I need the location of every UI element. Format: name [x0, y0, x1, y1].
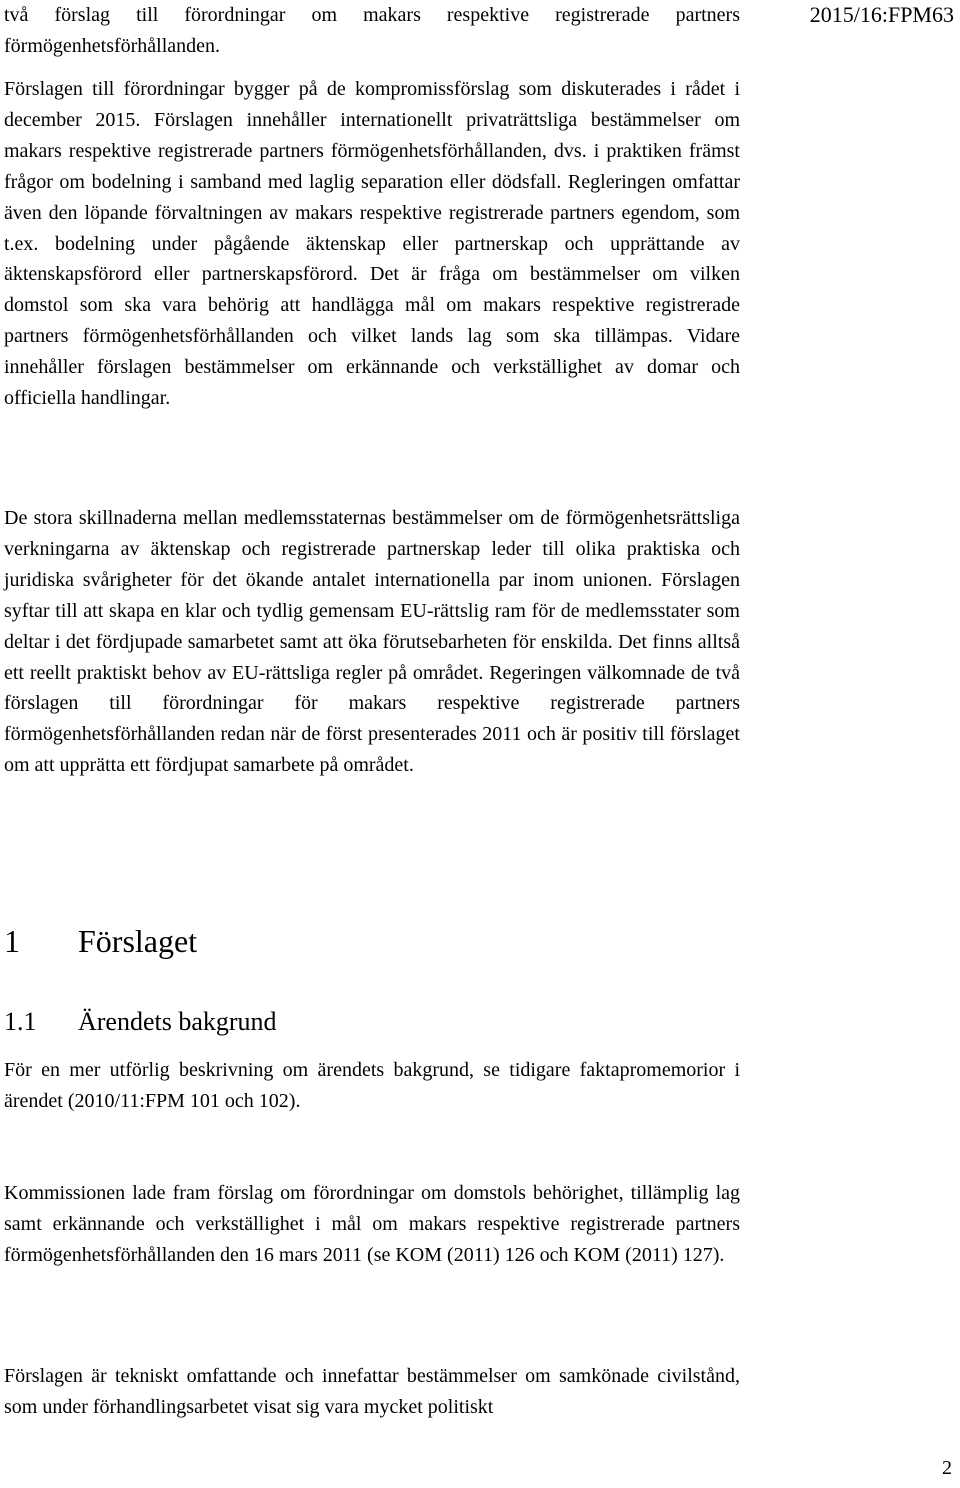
- paragraph: Kommissionen lade fram förslag om förordningar om domstols behörighet, tillämplig lag samt erkännande och verkställighet i mål om makars respektive registrerade partners förmögenhetsförhållanden den 16 mars 2011 (se KOM (2011) 126 och KOM (2011) 127).: [4, 1182, 740, 1266]
- section-heading-1: [4, 921, 740, 961]
- paragraph-technical: [4, 1361, 740, 1423]
- heading-number: 1: [4, 923, 20, 959]
- section-heading-1-1: [4, 1005, 740, 1039]
- paragraph-background: [4, 1055, 740, 1117]
- page-number: 2: [942, 1457, 952, 1479]
- paragraph-intro-continued: [4, 0, 740, 62]
- heading-title: Ärendets bakgrund: [78, 1007, 277, 1036]
- heading-level-1: [4, 921, 740, 961]
- paragraph-commission: [4, 1178, 740, 1271]
- paragraph: För en mer utförlig beskrivning om ärendets bakgrund, se tidigare faktapromemorior i ärendet (2010/11:FPM 101 och 102).: [4, 1059, 740, 1112]
- paragraph: Förslagen till förordningar bygger på de kompromissförslag som diskuterades i rådet i december 2015. Förslagen innehåller internationellt privaträttsliga bestämmelser om makars respektive registrerade partners förmögenhetsförhållanden, dvs. i praktiken främst frågor om bodelning i samband med laglig separation eller dödsfall. Regleringen omfattar även den löpande förvaltningen av makars respektive registrerade partners egendom, som t.ex. bodelning under pågående äktenskap eller partnerskap och upprättande av äktenskapsförord eller partnerskapsförord. Det är fråga om bestämmelser om vilken domstol som ska vara behörig att handlägga mål om makars respektive registrerade partners förmögenhetsförhållanden och vilket lands lag som ska tillämpas. Vidare innehåller förslagen bestämmelser om erkännande och verkställighet av domar och officiella handlingar.: [4, 78, 740, 410]
- paragraph: De stora skillnaderna mellan medlemsstaternas bestämmelser om de förmögenhetsrättsliga verkningarna av äktenskap och registrerade partnerskap leder till olika praktiska och juridiska svårigheter för det ökande antalet internationella par inom unionen. Förslagen syftar till att skapa en klar och tydlig gemensam EU-rättslig ram för de medlemsstater som deltar i det fördjupade samarbetet samt att öka förutsebarheten för enskilda. Det finns alltså ett reellt praktiskt behov av EU-rättsliga regler på området. Regeringen välkomnade de två förslagen till förordningar för makars respektive registrerade partners förmögenhetsförhållanden redan när de först presenterades 2011 och är positiv till förslaget om att upprätta ett fördjupat samarbete på området.: [4, 507, 740, 777]
- heading-title: Förslaget: [78, 923, 198, 959]
- heading-level-2: [4, 1005, 740, 1039]
- paragraph: Förslagen är tekniskt omfattande och innefattar bestämmelser om samkönade civilstånd, som under förhandlingsarbetet visat sig vara mycket politiskt: [4, 1365, 740, 1418]
- document-reference: 2015/16:FPM63: [809, 2, 954, 27]
- heading-number: 1.1: [4, 1007, 37, 1036]
- paragraph-differences: [4, 503, 740, 781]
- paragraph-proposal-summary: [4, 74, 740, 414]
- paragraph: två förslag till förordningar om makars respektive registrerade partners förmögenhetsförhållanden.: [4, 4, 740, 57]
